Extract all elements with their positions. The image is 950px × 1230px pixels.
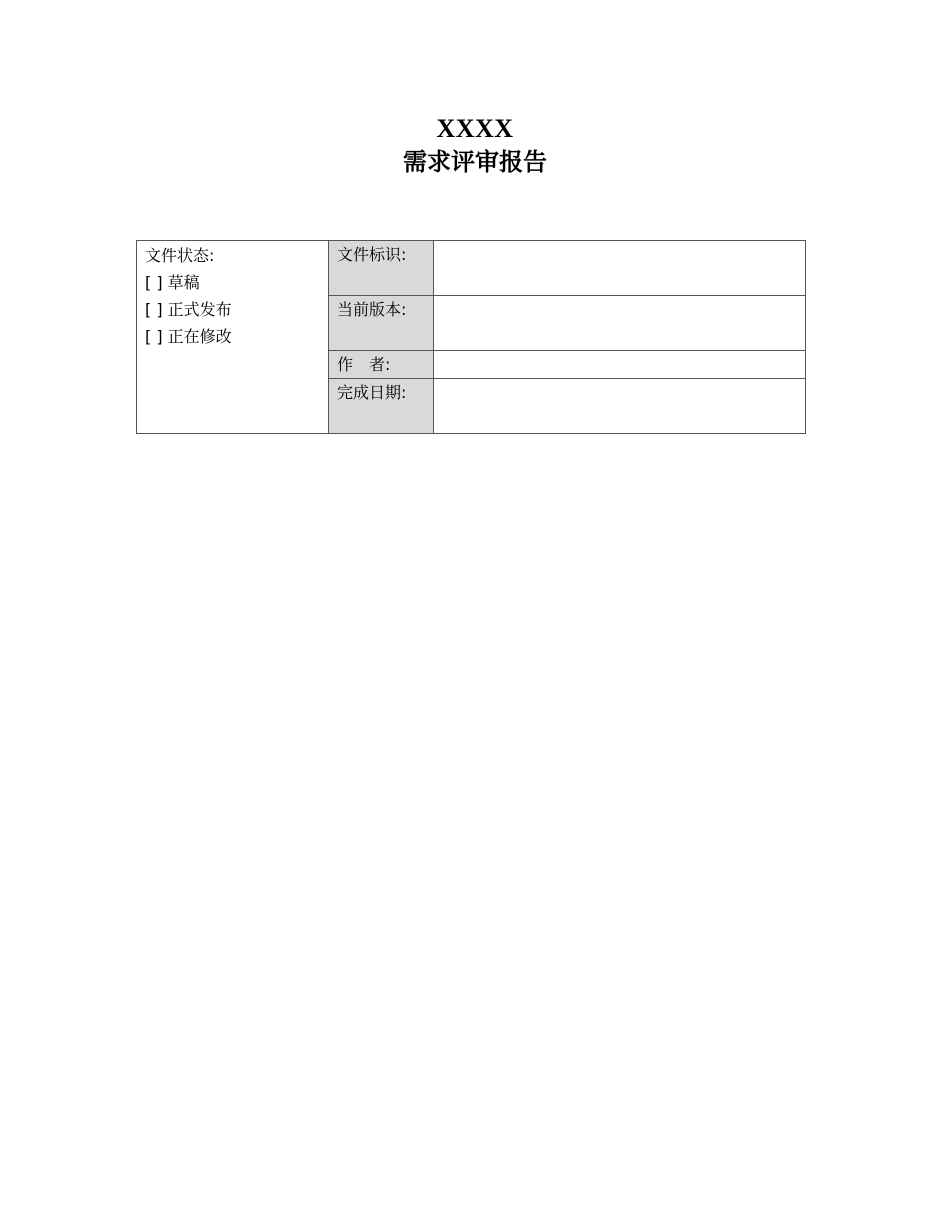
file-status-heading: 文件状态: (145, 246, 215, 265)
document-info-table (136, 240, 806, 434)
title-report-name: 需求评审报告 (403, 148, 547, 176)
value-author (434, 351, 806, 379)
label-author: 作 者: (329, 351, 434, 379)
label-completion-date: 完成日期: (329, 379, 434, 434)
value-current-version (434, 296, 806, 351)
file-status-cell (137, 241, 329, 434)
label-file-id: 文件标识: (329, 241, 434, 296)
value-completion-date (434, 379, 806, 434)
table-row (137, 241, 806, 296)
document-title (0, 114, 950, 180)
status-option-revising: [ ] 正在修改 (145, 327, 232, 346)
status-option-draft: [ ] 草稿 (145, 273, 200, 292)
label-current-version: 当前版本: (329, 296, 434, 351)
title-project-name: XXXX (436, 114, 514, 143)
status-option-published: [ ] 正式发布 (145, 300, 232, 319)
value-file-id (434, 241, 806, 296)
